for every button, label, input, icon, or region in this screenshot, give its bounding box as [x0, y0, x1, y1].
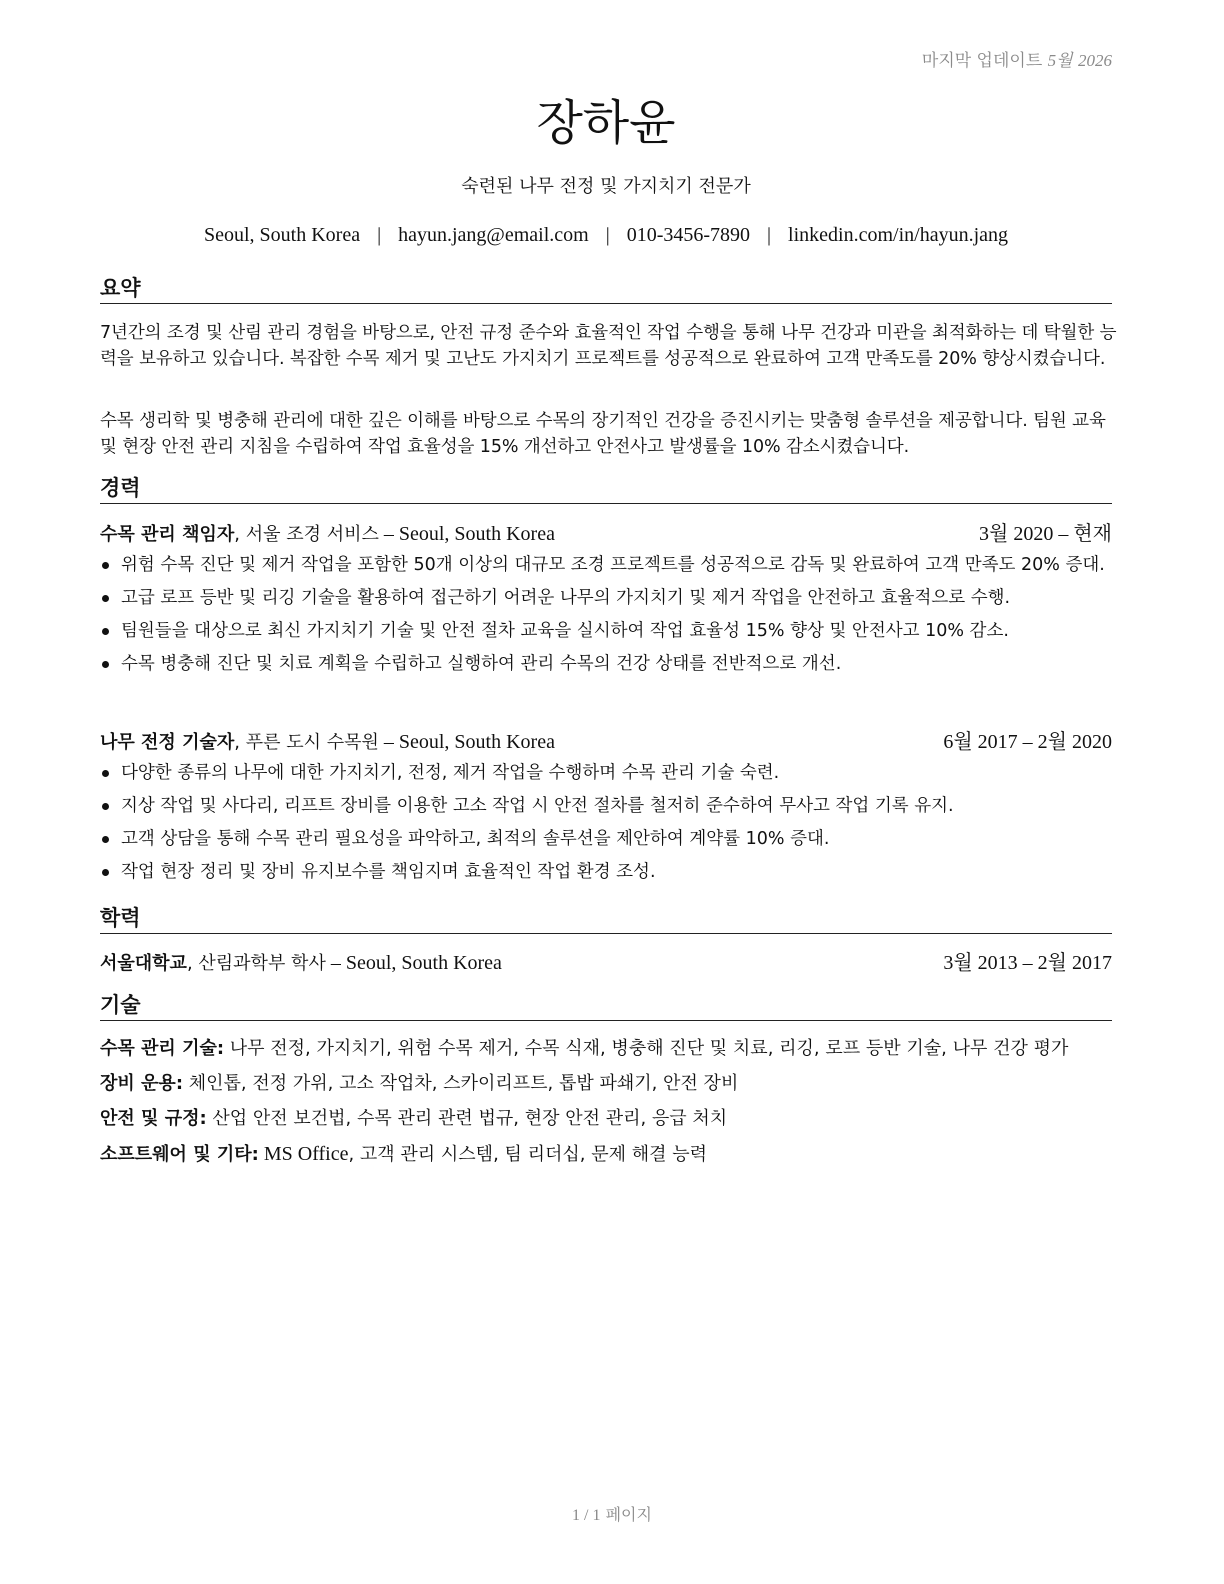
list-item: 지상 작업 및 사다리, 리프트 장비를 이용한 고소 작업 시 안전 절차를 철저히 준수하여 무사고 작업 기록 유지. [100, 793, 1112, 819]
skill-label: 소프트웨어 및 기타: [100, 1144, 259, 1165]
job-location: – Seoul, South Korea [378, 523, 555, 545]
job-date: 6월 2017 – 2월 2020 [943, 731, 1112, 753]
job-company: , 푸른 도시 수목원 [234, 732, 379, 753]
summary-paragraph-1: 7년간의 조경 및 산림 관리 경험을 바탕으로, 안전 규정 준수와 효율적인 작업 수행을 통해 나무 건강과 미관을 최적화하는 데 탁월한 능력을 보유하고 있습니다. 복잡한 수목 제거 및 고난도 가지치기 프로젝트를 성공적으로 완료하여 고객 만족도를 20% 향상시켰습니다. [100, 323, 1117, 369]
skills-heading: 기술 [100, 991, 1112, 1021]
resume-page [100, 0, 1117, 1584]
education-heading: 학력 [100, 904, 1112, 934]
skill-row [100, 1106, 1112, 1132]
skill-value: 체인톱, 전정 가위, 고소 작업차, 스카이리프트, 톱밥 파쇄기, 안전 장비 [183, 1073, 739, 1094]
list-item: 팀원들을 대상으로 최신 가지치기 기술 및 안전 절차 교육을 실시하여 작업 효율성 15% 향상 및 안전사고 10% 감소. [100, 618, 1112, 644]
education-location: – Seoul, South Korea [325, 952, 502, 974]
skill-value: 산업 안전 보건법, 수목 관리 관련 법규, 현장 안전 관리, 응급 처치 [206, 1108, 728, 1129]
list-item: 고급 로프 등반 및 리깅 기술을 활용하여 접근하기 어려운 나무의 가지치기 및 제거 작업을 안전하고 효율적으로 수행. [100, 585, 1112, 611]
contact-separator: | [605, 224, 610, 246]
skill-value-software: MS Office [258, 1143, 349, 1165]
degree: , 산림과학부 학사 [186, 953, 326, 974]
updated-month: 5월 [1047, 51, 1073, 70]
page-footer [0, 1502, 1224, 1525]
last-updated: 마지막 업데이트 5월 2026 [921, 51, 1112, 71]
contact-location: Seoul, South Korea [203, 224, 361, 246]
job-role: 수목 관리 책임자 [100, 524, 235, 545]
list-item: 위험 수목 진단 및 제거 작업을 포함한 50개 이상의 대규모 조경 프로젝트를 성공적으로 감독 및 완료하여 고객 만족도 20% 증대. [100, 552, 1112, 578]
job-header [100, 521, 1112, 548]
education-entry [100, 950, 1112, 977]
contact-separator: | [377, 224, 382, 246]
contact-line [100, 224, 1112, 247]
list-item: 수목 병충해 진단 및 치료 계획을 수립하고 실행하여 관리 수목의 건강 상태를 전반적으로 개선. [100, 651, 1112, 677]
page-suffix: 페이지 [600, 1505, 652, 1524]
job-bullets [100, 552, 1112, 684]
job-role: 나무 전정 기술자 [100, 732, 235, 753]
summary-paragraph-2: 수목 생리학 및 병충해 관리에 대한 깊은 이해를 바탕으로 수목의 장기적인 건강을 증진시키는 맞춤형 솔루션을 제공합니다. 팀원 교육 및 현장 안전 관리 지침을 수립하여 작업 효율성을 15% 개선하고 안전사고 발생률을 10% 감소시켰습니다. [100, 411, 1106, 457]
job-company: , 서울 조경 서비스 [234, 524, 379, 545]
job-date: 3월 2020 – 현재 [979, 523, 1112, 545]
contact-separator: | [767, 224, 772, 246]
skill-row [100, 1071, 1112, 1097]
list-item: 고객 상담을 통해 수목 관리 필요성을 파악하고, 최적의 솔루션을 제안하여 계약률 10% 증대. [100, 826, 1112, 852]
contact-phone: 010-3456-7890 [626, 224, 751, 246]
skill-label: 수목 관리 기술: [100, 1038, 225, 1059]
skill-row [100, 1036, 1112, 1062]
contact-email[interactable]: hayun.jang@email.com [398, 224, 589, 246]
list-item: 작업 현장 정리 및 장비 유지보수를 책임지며 효율적인 작업 환경 조성. [100, 859, 1112, 885]
contact-linkedin[interactable]: linkedin.com/in/hayun.jang [788, 224, 1009, 246]
school-name: 서울대학교 [100, 953, 187, 974]
skill-value: 나무 전정, 가지치기, 위험 수목 제거, 수목 식재, 병충해 진단 및 치료, 리깅, 로프 등반 기술, 나무 건강 평가 [224, 1038, 1069, 1059]
experience-heading: 경력 [100, 474, 1112, 504]
job-header [100, 729, 1112, 756]
updated-year: 2026 [1078, 51, 1112, 70]
skill-label: 장비 운용: [100, 1073, 184, 1094]
skill-label: 안전 및 규정: [100, 1108, 207, 1129]
list-item: 다양한 종류의 나무에 대한 가지치기, 전정, 제거 작업을 수행하며 수목 관리 기술 숙련. [100, 760, 1112, 786]
job-location: – Seoul, South Korea [378, 731, 555, 753]
skill-value: , 고객 관리 시스템, 팀 리더십, 문제 해결 능력 [348, 1144, 708, 1165]
summary-heading: 요약 [100, 274, 1112, 304]
page-number: 1 / 1 [572, 1507, 601, 1524]
candidate-name: 장하윤 [536, 95, 676, 151]
skill-row [100, 1141, 1112, 1168]
job-bullets [100, 760, 1112, 892]
tagline: 숙련된 나무 전정 및 가지치기 전문가 [461, 176, 751, 197]
education-date: 3월 2013 – 2월 2017 [943, 952, 1112, 974]
